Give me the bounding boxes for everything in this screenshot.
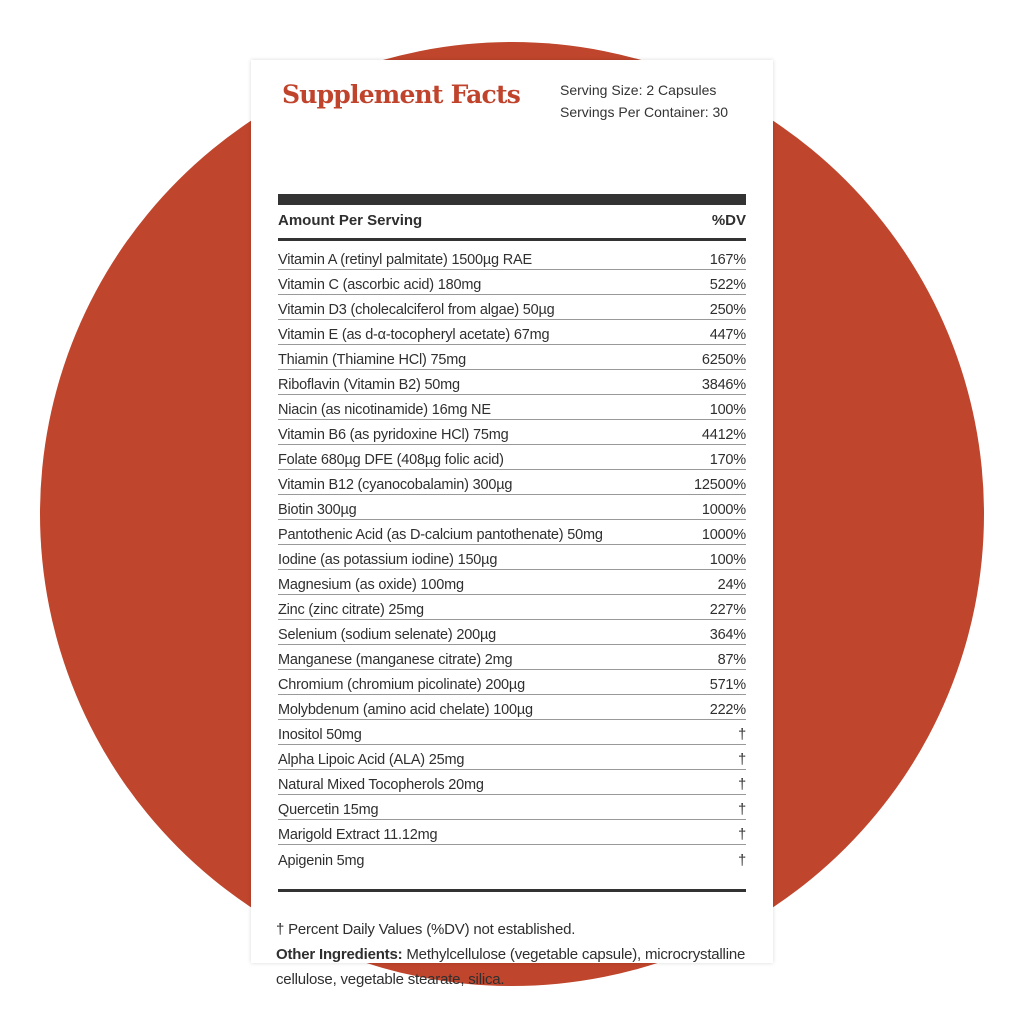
header-divider <box>278 238 746 241</box>
other-ingredients-text: Methylcellulose (vegetable capsule), microcrystalline cellulose, vegetable stearate, silica. <box>276 946 746 988</box>
table-row <box>278 795 746 820</box>
nutrient-name: Biotin 300µg <box>278 502 357 518</box>
table-row <box>278 670 746 695</box>
nutrient-name: Inositol 50mg <box>278 727 362 743</box>
nutrient-name: Vitamin A (retinyl palmitate) 1500µg RAE <box>278 252 532 268</box>
nutrient-name: Vitamin D3 (cholecalciferol from algae) 50µg <box>278 302 555 318</box>
other-ingredients <box>276 942 756 992</box>
nutrient-dv: 3846% <box>701 377 746 393</box>
nutrient-dv: 522% <box>709 277 746 293</box>
nutrient-name: Niacin (as nicotinamide) 16mg NE <box>278 402 491 418</box>
nutrient-dv: 1000% <box>701 502 746 518</box>
table-row <box>278 820 746 845</box>
table-row <box>278 470 746 495</box>
table-row <box>278 695 746 720</box>
table-row <box>278 620 746 645</box>
nutrient-name: Pantothenic Acid (as D-calcium pantothenate) 50mg <box>278 527 603 543</box>
nutrient-name: Quercetin 15mg <box>278 802 379 818</box>
nutrient-name: Vitamin B12 (cyanocobalamin) 300µg <box>278 477 513 493</box>
nutrient-name: Molybdenum (amino acid chelate) 100µg <box>278 702 533 718</box>
supplement-facts-label <box>251 60 773 988</box>
nutrient-dv: 571% <box>709 677 746 693</box>
table-row <box>278 395 746 420</box>
nutrient-dv: 100% <box>709 552 746 568</box>
nutrient-name: Vitamin E (as d-α-tocopheryl acetate) 67mg <box>278 327 550 343</box>
nutrient-dv: † <box>738 777 746 793</box>
table-header <box>278 212 746 229</box>
nutrient-dv: 6250% <box>701 352 746 368</box>
table-row <box>278 645 746 670</box>
nutrient-dv: 12500% <box>693 477 746 493</box>
nutrient-name: Vitamin B6 (as pyridoxine HCl) 75mg <box>278 427 509 443</box>
nutrient-dv: 222% <box>709 702 746 718</box>
nutrient-dv: 24% <box>717 577 746 593</box>
nutrient-name: Alpha Lipoic Acid (ALA) 25mg <box>278 752 465 768</box>
table-row <box>278 770 746 795</box>
table-row <box>278 595 746 620</box>
nutrient-name: Natural Mixed Tocopherols 20mg <box>278 777 484 793</box>
serving-size: Serving Size: 2 Capsules <box>560 82 717 98</box>
nutrient-name: Magnesium (as oxide) 100mg <box>278 577 464 593</box>
nutrient-name: Apigenin 5mg <box>278 853 365 869</box>
nutrient-dv: 167% <box>709 252 746 268</box>
label-title: Supplement Facts <box>282 80 521 109</box>
table-row <box>278 570 746 595</box>
nutrient-name: Iodine (as potassium iodine) 150µg <box>278 552 498 568</box>
other-ingredients-label: Other Ingredients: <box>276 946 403 963</box>
nutrient-dv: 87% <box>717 652 746 668</box>
amount-header: Amount Per Serving <box>278 212 423 229</box>
nutrient-dv: 227% <box>709 602 746 618</box>
nutrient-dv: † <box>738 727 746 743</box>
nutrient-dv: 4412% <box>701 427 746 443</box>
nutrient-dv: 100% <box>709 402 746 418</box>
thick-divider <box>278 194 746 205</box>
table-row <box>278 720 746 745</box>
nutrient-name: Chromium (chromium picolinate) 200µg <box>278 677 525 693</box>
dv-header: %DV <box>711 212 746 229</box>
nutrient-name: Marigold Extract 11.12mg <box>278 827 438 843</box>
table-row <box>278 745 746 770</box>
table-row <box>278 520 746 545</box>
nutrient-name: Thiamin (Thiamine HCl) 75mg <box>278 352 466 368</box>
nutrient-table <box>278 245 746 870</box>
table-row <box>278 545 746 570</box>
table-row <box>278 445 746 470</box>
table-row <box>278 245 746 270</box>
table-row <box>278 495 746 520</box>
nutrient-dv: 447% <box>709 327 746 343</box>
nutrient-name: Manganese (manganese citrate) 2mg <box>278 652 513 668</box>
table-row <box>278 845 746 870</box>
nutrient-name: Selenium (sodium selenate) 200µg <box>278 627 496 643</box>
bottom-divider <box>278 889 746 892</box>
nutrient-dv: 250% <box>709 302 746 318</box>
footer <box>276 917 756 992</box>
serving-info <box>560 79 728 123</box>
nutrient-dv: † <box>738 853 746 869</box>
table-row <box>278 320 746 345</box>
nutrient-name: Folate 680µg DFE (408µg folic acid) <box>278 452 504 468</box>
nutrient-dv: † <box>738 752 746 768</box>
table-row <box>278 270 746 295</box>
table-row <box>278 420 746 445</box>
nutrient-dv: 170% <box>709 452 746 468</box>
nutrient-dv: 1000% <box>701 527 746 543</box>
nutrient-dv: † <box>738 827 746 843</box>
nutrient-dv: † <box>738 802 746 818</box>
table-row <box>278 370 746 395</box>
nutrient-dv: 364% <box>709 627 746 643</box>
table-row <box>278 295 746 320</box>
nutrient-name: Riboflavin (Vitamin B2) 50mg <box>278 377 460 393</box>
nutrient-name: Vitamin C (ascorbic acid) 180mg <box>278 277 482 293</box>
nutrient-name: Zinc (zinc citrate) 25mg <box>278 602 424 618</box>
footnote: † Percent Daily Values (%DV) not established. <box>276 921 576 938</box>
table-row <box>278 345 746 370</box>
servings-per-container: Servings Per Container: 30 <box>560 104 729 120</box>
